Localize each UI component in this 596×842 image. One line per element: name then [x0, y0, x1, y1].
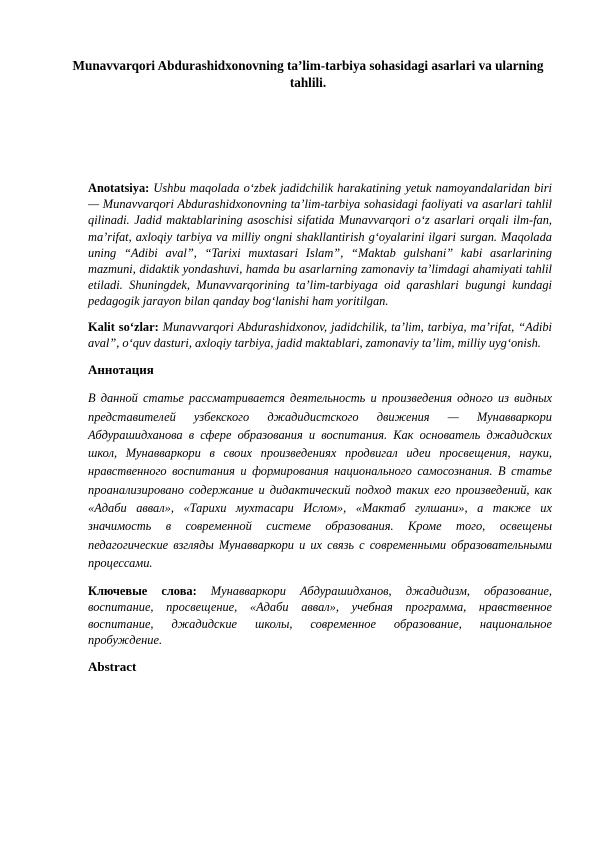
abstract-heading: Abstract: [88, 659, 137, 675]
paper-body: [88, 180, 552, 675]
keywords-ru: [88, 583, 552, 648]
annotation-uz: [88, 180, 552, 310]
keywords-uz: [88, 319, 552, 351]
keywords-ru-text: Мунавваркори Абдурашидханов, джадидизм, образование, воспитание, просвещение, «Адаби аввал», учебная программа, нравственное воспитание, джадидские школы, современное образование, национальное пробуждение.: [88, 584, 552, 647]
annotation-uz-label: Anotatsiya:: [88, 181, 150, 195]
annotation-uz-text: Ushbu maqolada o‘zbek jadidchilik harakatining yetuk namoyandalaridan biri — Munavvarqori Abdurashidxonovning ta’lim-tarbiya sohasidagi faoliyati va asarlari tahlil qilinadi. Jadid maktablarining asoschisi sifatida Munavvarqori o‘z asarlari orqali ilm-fan, ma’rifat, axloqiy tarbiya va milliy ongni shakllantirish g‘oyalarini ilgari surgan. Maqolada uning “Adibi aval”, “Tarixi muxtasari Islam”, “Maktab gulshani” kabi asarlarining mazmuni, didaktik yondashuvi, hamda bu asarlarning zamonaviy ta’limdagi ahamiyati tahlil etiladi. Shuningdek, Munavvarqorining ta’lim-tarbiyaga oid qarashlari bugungi kundagi pedagogik jarayon bilan qanday bog‘lanishi ham yoritilgan.: [88, 181, 552, 309]
annotation-ru-text: В данной статье рассматривается деятельность и произведения одного из видных представителей узбекского джадидистского движения — Мунавваркори Абдурашидханова в сфере образования и воспитания. Как основатель джадидских школ, Мунавваркори в своих произведениях продвигал идеи просвещения, науки, нравственного воспитания и формирования национального самосознания. В статье проанализировано содержание и дидактический подход таких его произведений, как «Адаби аввал», «Тарихи мухтасари Ислом», «Мактаб гулшани», а также их значимость в современной системе образования. Кроме того, освещены педагогические взгляды Мунавваркори и их связь с современными образовательными процессами.: [88, 391, 552, 570]
annotation-ru-heading: Аннотация: [88, 362, 154, 378]
paper-title: Munavvarqori Abdurashidxonovning ta’lim-tarbiya sohasidagi asarlari va ularning tahlili.: [72, 58, 544, 90]
keywords-uz-label: Kalit so‘zlar:: [88, 319, 159, 334]
keywords-uz-text: Munavvarqori Abdurashidxonov, jadidchilik, ta’lim, tarbiya, ma’rifat, “Adibi aval”, o‘quv dasturi, axloqiy tarbiya, jadid maktablari, zamonaviy ta’lim, milliy uyg‘onish.: [88, 319, 552, 350]
keywords-ru-label: Ключевые слова:: [88, 584, 197, 599]
